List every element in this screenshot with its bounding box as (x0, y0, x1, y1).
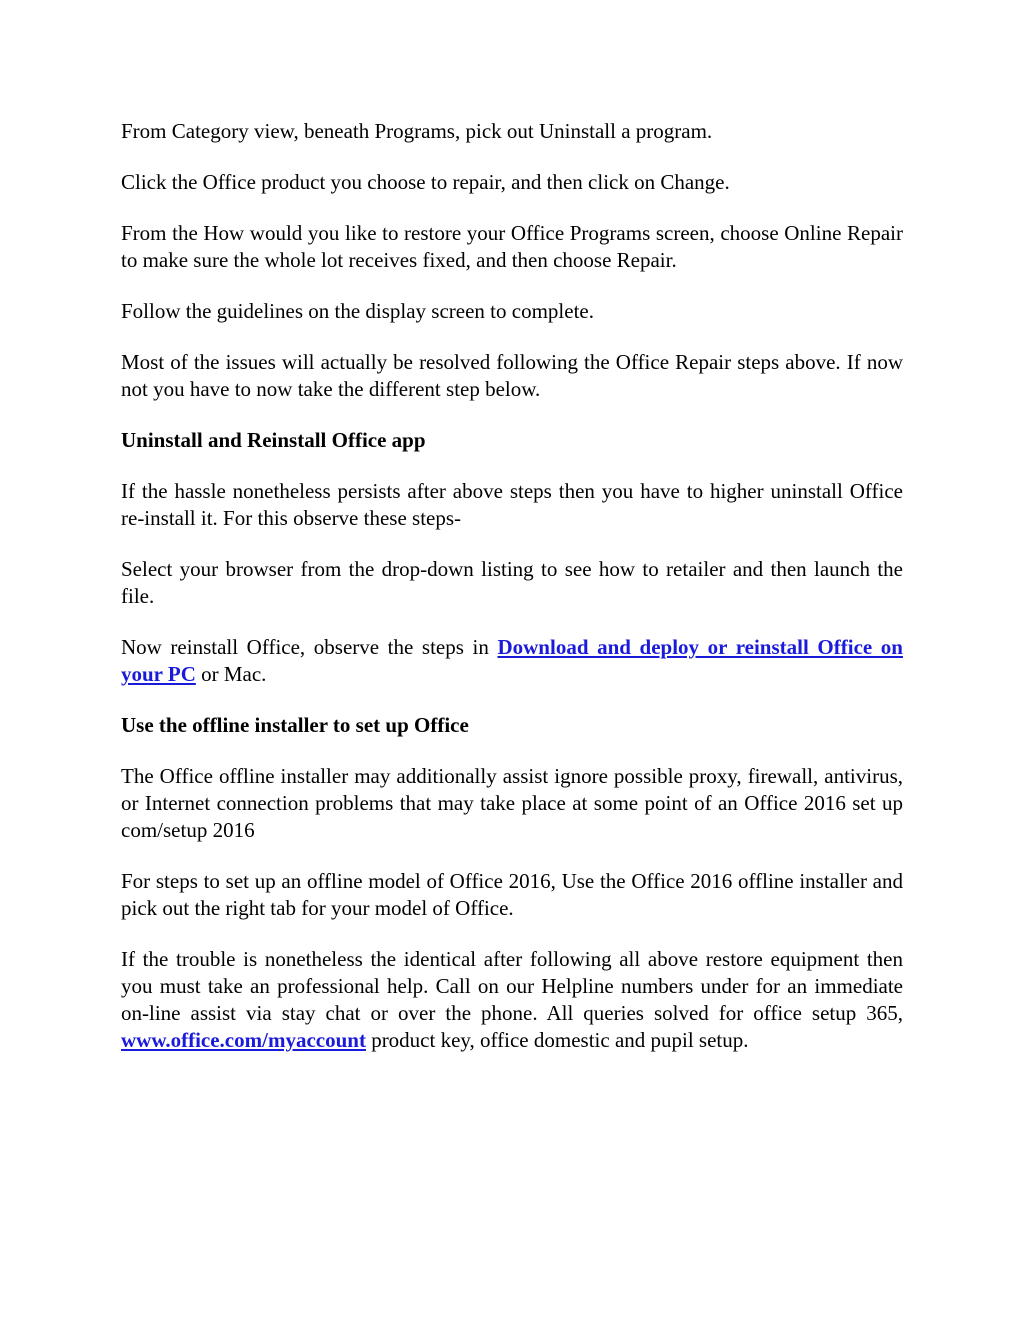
paragraph-offline-installer-info: The Office offline installer may additionally assist ignore possible proxy, firewall, antivirus, or Internet connection problems that may take place at some point of an Office 2016 set up com/setup 2016 (121, 764, 903, 842)
heading-uninstall-reinstall: Uninstall and Reinstall Office app (121, 428, 426, 452)
paragraph-hassle-persists: If the hassle nonetheless persists after above steps then you have to higher uninstall Office re-install it. For this observe these steps- (121, 479, 903, 530)
paragraph-follow-guidelines: Follow the guidelines on the display screen to complete. (121, 299, 594, 323)
paragraph-category-view: From Category view, beneath Programs, pick out Uninstall a program. (121, 119, 713, 143)
paragraph-select-browser: Select your browser from the drop-down listing to see how to retailer and then launch the file. (121, 557, 903, 608)
office-myaccount-link[interactable]: www.office.com/myaccount (121, 1028, 366, 1052)
paragraph-now-reinstall (121, 634, 903, 688)
paragraph-text: Now reinstall Office, observe the steps in (121, 635, 498, 659)
paragraph-online-repair: From the How would you like to restore your Office Programs screen, choose Online Repair to make sure the whole lot receives fixed, and then choose Repair. (121, 221, 903, 272)
paragraph-click-office-product: Click the Office product you choose to repair, and then click on Change. (121, 170, 730, 194)
paragraph-text: or Mac. (195, 662, 267, 686)
document-body (121, 118, 903, 1078)
paragraph-offline-steps: For steps to set up an offline model of Office 2016, Use the Office 2016 offline installer and pick out the right tab for your model of Office. (121, 869, 903, 920)
paragraph-text: If the trouble is nonetheless the identical after following all above restore equipment then you must take an professional help. Call on our Helpline numbers under for an immediate on-line assist via stay chat or over the phone. All queries solved for office setup 365, (121, 947, 903, 1025)
paragraph-issues-resolved: Most of the issues will actually be resolved following the Office Repair steps above. If now not you have to now take the different step below. (121, 350, 903, 401)
paragraph-helpline (121, 946, 903, 1054)
download-deploy-link[interactable]: Download and deploy or reinstall Office on your PC (121, 635, 903, 686)
heading-offline-installer: Use the offline installer to set up Office (121, 713, 469, 737)
paragraph-text: product key, office domestic and pupil setup. (365, 1028, 749, 1052)
